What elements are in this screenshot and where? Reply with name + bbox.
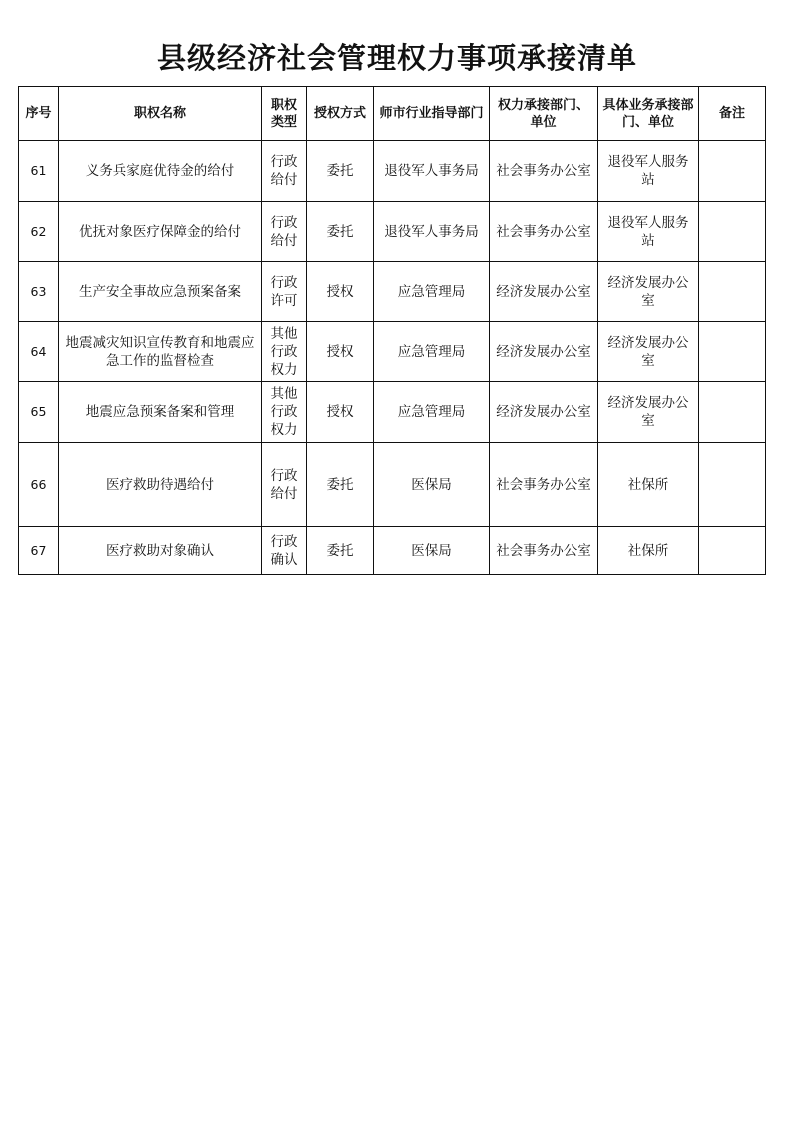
table-row [19, 262, 766, 322]
header-note: 备注 [699, 87, 766, 141]
table-row [19, 443, 766, 527]
cell-receiver: 经济发展办公室 [490, 262, 598, 322]
cell-name: 医疗救助待遇给付 [59, 443, 262, 527]
header-name: 职权名称 [59, 87, 262, 141]
cell-guide: 退役军人事务局 [374, 202, 490, 262]
cell-mode: 委托 [307, 527, 374, 575]
cell-name: 优抚对象医疗保障金的给付 [59, 202, 262, 262]
table-row [19, 141, 766, 202]
table-row [19, 322, 766, 382]
cell-mode: 授权 [307, 382, 374, 443]
cell-guide: 退役军人事务局 [374, 141, 490, 202]
cell-name: 义务兵家庭优待金的给付 [59, 141, 262, 202]
cell-guide: 应急管理局 [374, 382, 490, 443]
cell-name: 地震减灾知识宣传教育和地震应急工作的监督检查 [59, 322, 262, 382]
header-specific: 具体业务承接部门、单位 [598, 87, 699, 141]
header-seq: 序号 [19, 87, 59, 141]
cell-receiver: 社会事务办公室 [490, 443, 598, 527]
cell-seq: 64 [19, 322, 59, 382]
header-receiver: 权力承接部门、单位 [490, 87, 598, 141]
table-row [19, 527, 766, 575]
cell-specific: 退役军人服务站 [598, 141, 699, 202]
table-row [19, 202, 766, 262]
cell-receiver: 社会事务办公室 [490, 141, 598, 202]
cell-mode: 授权 [307, 322, 374, 382]
header-row [19, 87, 766, 141]
cell-seq: 61 [19, 141, 59, 202]
cell-name: 生产安全事故应急预案备案 [59, 262, 262, 322]
cell-type: 其他行政权力 [262, 382, 307, 443]
cell-seq: 63 [19, 262, 59, 322]
header-type: 职权类型 [262, 87, 307, 141]
cell-seq: 62 [19, 202, 59, 262]
cell-seq: 66 [19, 443, 59, 527]
cell-note [699, 382, 766, 443]
cell-note [699, 141, 766, 202]
header-mode: 授权方式 [307, 87, 374, 141]
cell-specific: 经济发展办公室 [598, 262, 699, 322]
cell-note [699, 443, 766, 527]
cell-specific: 经济发展办公室 [598, 322, 699, 382]
cell-note [699, 202, 766, 262]
cell-receiver: 经济发展办公室 [490, 322, 598, 382]
cell-name: 地震应急预案备案和管理 [59, 382, 262, 443]
cell-guide: 医保局 [374, 527, 490, 575]
cell-type: 行政给付 [262, 141, 307, 202]
cell-seq: 65 [19, 382, 59, 443]
cell-type: 行政确认 [262, 527, 307, 575]
cell-guide: 应急管理局 [374, 322, 490, 382]
cell-mode: 委托 [307, 443, 374, 527]
table-row [19, 382, 766, 443]
cell-mode: 委托 [307, 202, 374, 262]
cell-note [699, 262, 766, 322]
cell-seq: 67 [19, 527, 59, 575]
cell-type: 其他行政权力 [262, 322, 307, 382]
cell-mode: 委托 [307, 141, 374, 202]
cell-specific: 社保所 [598, 527, 699, 575]
cell-name: 医疗救助对象确认 [59, 527, 262, 575]
cell-specific: 社保所 [598, 443, 699, 527]
page-title: 县级经济社会管理权力事项承接清单 [156, 41, 637, 75]
header-guide: 师市行业指导部门 [374, 87, 490, 141]
cell-mode: 授权 [307, 262, 374, 322]
cell-guide: 应急管理局 [374, 262, 490, 322]
cell-specific: 经济发展办公室 [598, 382, 699, 443]
cell-receiver: 社会事务办公室 [490, 527, 598, 575]
authority-table [18, 86, 766, 575]
cell-receiver: 社会事务办公室 [490, 202, 598, 262]
cell-specific: 退役军人服务站 [598, 202, 699, 262]
cell-guide: 医保局 [374, 443, 490, 527]
cell-note [699, 527, 766, 575]
cell-type: 行政给付 [262, 202, 307, 262]
cell-type: 行政许可 [262, 262, 307, 322]
cell-receiver: 经济发展办公室 [490, 382, 598, 443]
cell-note [699, 322, 766, 382]
cell-type: 行政给付 [262, 443, 307, 527]
